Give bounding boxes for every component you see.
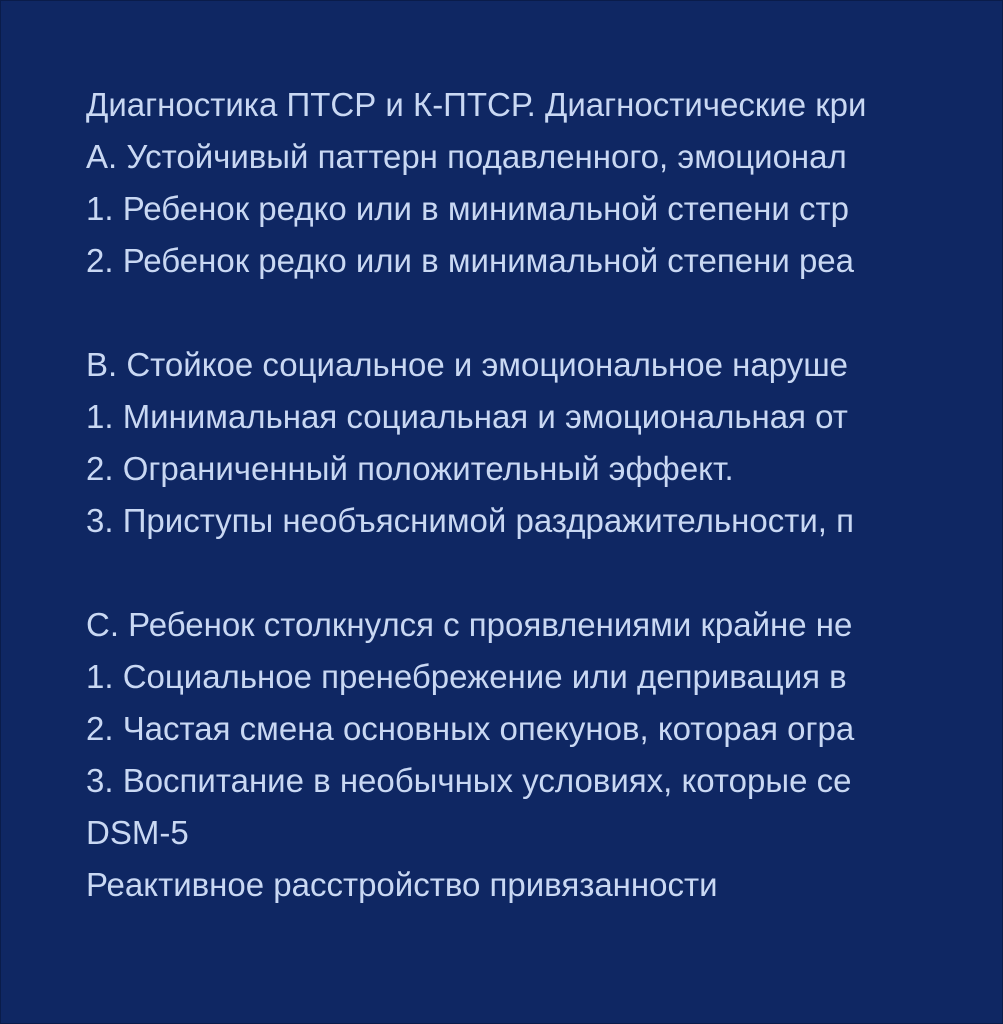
criterion-b-item-3: 3. Приступы необъяснимой раздражительности, п bbox=[86, 502, 854, 539]
blank-line bbox=[86, 287, 1003, 339]
criterion-b-item-1: 1. Минимальная социальная и эмоциональная от bbox=[86, 398, 848, 435]
criterion-c-item-2: 2. Частая смена основных опекунов, которая огра bbox=[86, 710, 855, 747]
slide-text-block bbox=[86, 79, 1003, 911]
criterion-a-item-1: 1. Ребенок редко или в минимальной степени стр bbox=[86, 190, 849, 227]
slide-title-line: Диагностика ПТСР и К-ПТСР. Диагностические кри bbox=[86, 86, 867, 123]
blank-line bbox=[86, 547, 1003, 599]
criterion-b-heading: B. Стойкое социальное и эмоциональное наруше bbox=[86, 346, 849, 383]
criterion-b-item-2: 2. Ограниченный положительный эффект. bbox=[86, 450, 734, 487]
criterion-c-heading: C. Ребенок столкнулся с проявлениями крайне не bbox=[86, 606, 853, 643]
criterion-c-item-1: 1. Социальное пренебрежение или депривация в bbox=[86, 658, 847, 695]
criterion-a-item-2: 2. Ребенок редко или в минимальной степени реа bbox=[86, 242, 855, 279]
criterion-c-item-3: 3. Воспитание в необычных условиях, которые се bbox=[86, 762, 852, 799]
criterion-a-heading: A. Устойчивый паттерн подавленного, эмоционал bbox=[86, 138, 847, 175]
disorder-name: Реактивное расстройство привязанности bbox=[86, 866, 718, 903]
source-label: DSM-5 bbox=[86, 814, 189, 851]
